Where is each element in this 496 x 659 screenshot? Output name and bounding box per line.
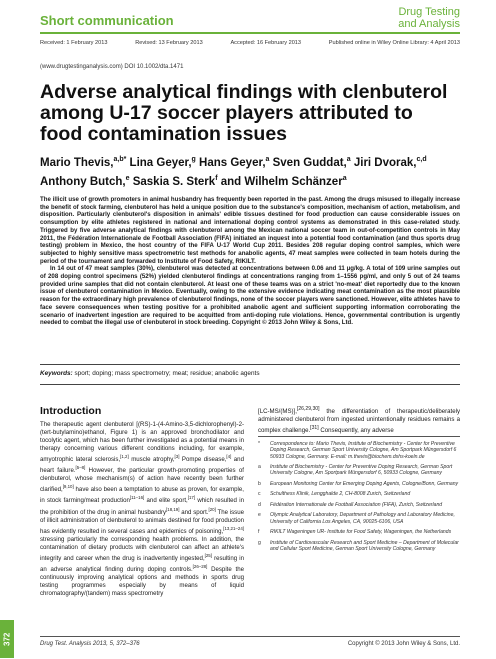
affiliation-text: RIKILT Wageningen UR- Institute for Food Safety, Wageningen, the Netherlands: [270, 529, 452, 536]
author-name: Anthony Butch,: [40, 175, 126, 188]
citation-mark: [13,21–24]: [223, 525, 244, 531]
journal-name-line1: Drug Testing: [398, 6, 460, 18]
affiliation-mark: e: [258, 512, 261, 519]
author-name: Mario Thevis,: [40, 156, 114, 169]
citation-mark: [26–28]: [192, 563, 208, 569]
journal-name: [370, 6, 460, 30]
body-text: the differentiation of therapeutic/deliberately administered clenbuterol from ingested unintentionally residues remains a complex challenge.: [258, 408, 460, 435]
author-affiliation-mark: c,d: [416, 156, 427, 163]
keywords-text: sport; doping; mass spectrometry; meat; residue; anabolic agents: [72, 370, 260, 377]
published-date: Published online in Wiley Online Library: 4 April 2013: [328, 40, 460, 46]
citation-mark: [4]: [226, 454, 232, 460]
keywords-rule-bottom: [40, 384, 460, 385]
body-text: and heart failure.: [40, 456, 244, 475]
affiliation-item: [258, 529, 460, 535]
citation-mark: [5–8]: [75, 465, 86, 471]
citation-mark: [31]: [310, 425, 319, 432]
keywords-rule-top: [40, 364, 460, 365]
footer-copyright: Copyright © 2013 John Wiley & Sons, Ltd.: [347, 641, 460, 647]
affiliation-item: [258, 540, 460, 553]
author-name: and Wilhelm Schänzer: [217, 175, 343, 188]
affiliation-text: Institute of Biochemistry - Center for Preventive Doping Research, German Sport University Cologne, Am Sportpark Müngersdorf 6, 50933 Cologne, Germany: [270, 464, 453, 477]
author-affiliation-mark: e: [125, 174, 130, 182]
citation-mark: [17]: [187, 495, 196, 501]
abstract: [40, 196, 460, 327]
affiliation-mark: d: [258, 501, 261, 508]
affiliation-text: Fédération Internationale de Football Association (FIFA), Zurich, Switzerland: [270, 501, 443, 508]
affiliation-text: Institute of Cardiovascular Research and Sport Medicine – Department of Molecular and Cellular Sport Medicine, German Sport University Cologne, Germany: [270, 539, 459, 552]
body-text: [LC-MS/(MS)],: [258, 408, 297, 416]
body-text: have also been a temptation to abuse as proven, for example, in stock farming/meat production: [40, 486, 244, 505]
body-text: Pompe disease,: [179, 456, 227, 464]
citation-mark: [26,29,30]: [296, 406, 320, 412]
introduction-heading: Introduction: [40, 405, 102, 417]
body-text: resulting in an adverse analytical finding during doping controls.: [40, 554, 244, 573]
author-affiliation-mark: g: [191, 156, 196, 163]
affiliation-mark: f: [258, 529, 260, 536]
keywords-label: Keywords:: [40, 370, 73, 377]
revised-date: Revised: 13 February 2013: [135, 40, 203, 46]
author-list: [40, 152, 460, 190]
affiliation-mark: b: [258, 480, 261, 487]
body-text: and elite sport,: [144, 497, 188, 505]
body-text: muscle atrophy,: [128, 456, 175, 464]
author-affiliation-mark: a: [346, 156, 351, 163]
affiliation-text: European Monitoring Center for Emerging Doping Agents, Cologne/Bonn, Germany: [270, 480, 459, 487]
body-text: Consequently, any adverse: [318, 427, 394, 435]
author-name: Hans Geyer,: [195, 156, 266, 169]
abstract-paragraph-2: In 14 out of 47 meat samples (30%), clenbuterol was detected at concentrations between 0.06 and 11 µg/kg. A total of 109 urine samples out of 208 doping control specimens (52%) yielded clenbuterol findings at concentrations ranging from 1–1556 pg/ml, and only 5 out of 24 teams provided urine samples that did not contain clenbuterol. At least one of these teams was on a strict 'no-meat' diet reportedly due to the known issue of clenbuterol contamination in Mexico. Eventually, owing to the extensive evidence indicating meat contamination as the most plausible reason for the extraordinary high prevalence of clenbuterol findings, none of the soccer players were sanctioned. However, elite athletes have to face severe consequences when testing positive for a prohibited anabolic agent and sufficient supporting information corroborating the scenario of inadvertent ingestion are required to be acquitted from anti-doping rule violations. Hence, governmental contribution is urgently needed to combat the illegal use of clenbuterol in stock breeding. Copyright © 2013 John Wiley & Sons, Ltd.: [40, 265, 460, 327]
article-dates: [40, 40, 460, 46]
author-affiliation-mark: a: [342, 174, 347, 182]
body-text: stressing particularly the corresponding health problems. In addition, the contamination of dietary products with clenbuterol can affect an athlete's integrity and career when the drug is inadvertently ingested,: [40, 535, 244, 562]
body-text: The therapeutic agent clenbuterol [(RS)-1-(4-Amino-3,5-dichlorophenyl)-2-(tert-butylamino)ethanol, Figure 1) is an approved bronchodilator and tocolytic agent, which has been further investigated as a potential means in therapy concerning various different conditions including, for example, amyotrophic lateral sclerosis,: [40, 421, 244, 464]
affiliation-item: [258, 441, 460, 460]
citation-mark: [11–16]: [129, 495, 145, 501]
author-affiliation-mark: a,b*: [113, 156, 127, 163]
citation-mark: [1,2]: [120, 454, 129, 460]
citation-mark: [3]: [174, 454, 180, 460]
affiliation-item: [258, 464, 460, 477]
accepted-date: Accepted: 16 February 2013: [230, 40, 302, 46]
citation-mark: [25]: [204, 552, 212, 558]
affiliation-text: Olympic Analytical Laboratory, Department of Pathology and Laboratory Medicine, University of California Los Angeles, CA, 90025-6106, USA: [270, 512, 455, 525]
affiliation-text: Schulthess Klinik, Lengghalde 2, CH-8008 Zurich, Switzerland: [270, 491, 411, 498]
affiliation-item: [258, 481, 460, 487]
doi-line: (www.drugtestinganalysis.com) DOI 10.1002/dta.1471: [40, 64, 184, 70]
body-text: which resulted in the prohibition of the drug in animal husbandry: [40, 497, 244, 516]
header-rule: [40, 32, 460, 34]
author-name: Sven Guddat,: [269, 156, 347, 169]
author-name: Jiri Dvorak,: [350, 156, 417, 169]
affiliation-mark: a: [258, 464, 261, 471]
author-name: Lina Geyer,: [126, 156, 192, 169]
citation-mark: [9,10]: [62, 484, 74, 490]
keywords: [40, 370, 460, 377]
affiliation-mark: *: [258, 441, 260, 447]
body-text: However, the particular growth-promoting properties of clenbuterol, whose mechanism(s) of action have recently been further clarified,: [40, 467, 244, 494]
footer-citation: Drug Test. Analysis 2013, 5, 372–376: [40, 641, 140, 647]
affiliations: [258, 441, 460, 556]
affiliation-mark: c: [258, 491, 261, 498]
article-title: Adverse analytical findings with clenbuterol among U-17 soccer players attributed to food contamination issues: [40, 81, 448, 145]
body-text: and sport.: [179, 508, 209, 516]
affiliation-item: [258, 512, 460, 525]
author-affiliation-mark: a: [265, 156, 270, 163]
introduction-text-left: [40, 421, 244, 598]
citation-mark: [20]: [208, 506, 216, 512]
affiliation-text: Correspondence to: Mario Thevis, Institute of Biochemistry - Center for Preventive Doping Research, German Sport University Cologne, Am Sportpark Müngersdorf 6 50933 Cologne, Germany. E-mail: m.thevis@biochem.dshs-koeln.de: [270, 441, 457, 460]
citation-mark: [18,19]: [166, 506, 180, 512]
introduction-text-right: [258, 405, 460, 435]
journal-name-line2: and Analysis: [398, 18, 460, 30]
page-header: [0, 0, 496, 40]
section-label: Short communication: [40, 13, 174, 28]
body-text: The issue of illicit administration of clenbuterol to animals destined for food production has evidently resulted in several cases and epidemics of poisoning,: [40, 508, 244, 535]
affiliation-item: [258, 491, 460, 497]
received-date: Received: 1 February 2013: [40, 40, 108, 46]
page-number-tab: 372: [0, 620, 14, 658]
affiliations-rule: [258, 436, 460, 437]
footer-rule: [40, 636, 460, 637]
body-text: Despite the continuously improving analytical options and methods in sports drug testing programmes especially by means of liquid chromatography/(tandem) mass spectrometry: [40, 565, 244, 598]
affiliation-item: [258, 502, 460, 508]
author-name: Saskia S. Sterk: [129, 175, 216, 188]
author-affiliation-mark: f: [215, 174, 218, 182]
abstract-paragraph-1: The illicit use of growth promoters in animal husbandry has frequently been reported in the past. Among the drugs misused to illegally increase the benefit of stock farming, clenbuterol has held a unique position due to the substance's composition, mechanism of action, metabolism, and disposition. Particularly clenbuterol's disposition in animals' edible tissues destined for food production can cause considerable issues on consumption by elite athletes registered in national and international doping control systems as demonstrated in this case-related study. Triggered by five adverse analytical findings with clenbuterol among the Mexican national soccer team in out-of-competition controls in May 2011, the Fédération Internationale de Football Association (FIFA) initiated an inquest into a potential food contamination (and thus sports drug testing) problem in Mexico, the host country of the FIFA U-17 World Cup 2011. Besides 208 regular doping control samples, which were subjected to highly sensitive mass spectrometric test methods for anabolic agents, 47 meat samples were collected in team hotels during the period of the tournament and forwarded to Institute of Food Safety, RIKILT.: [40, 196, 460, 265]
affiliation-mark: g: [258, 539, 261, 546]
